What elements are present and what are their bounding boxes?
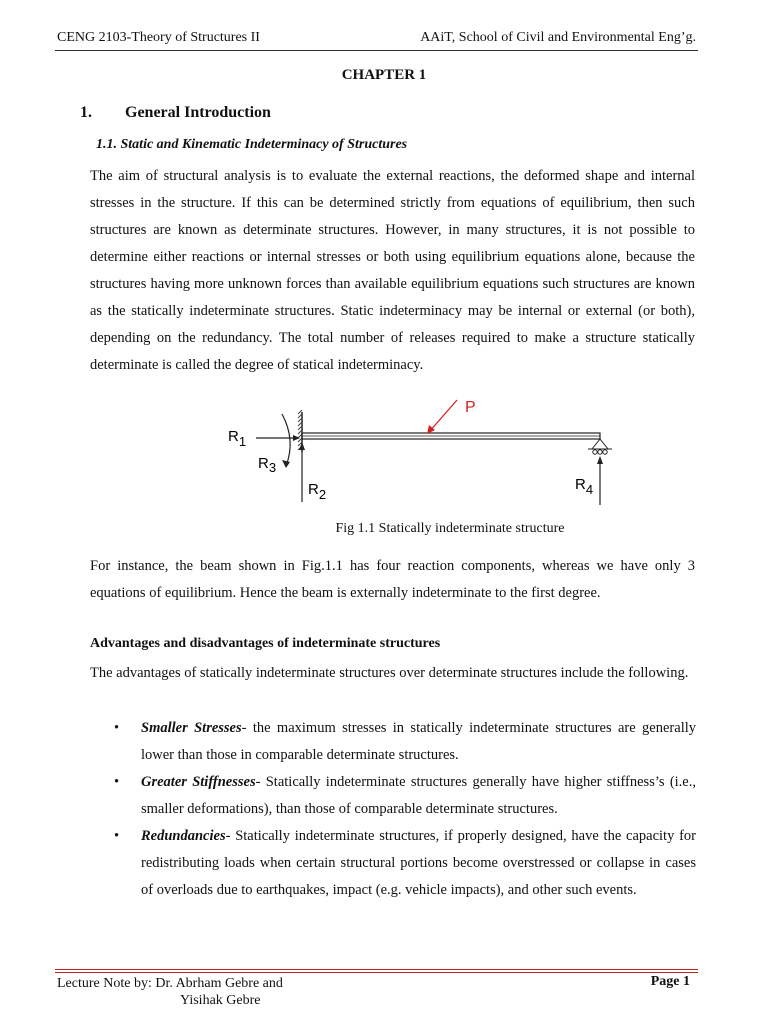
r3-arrowhead bbox=[282, 460, 290, 468]
r3-moment-arc bbox=[282, 414, 290, 466]
footer-lecture-note: Lecture Note by: Dr. Abrham Gebre and bbox=[57, 976, 283, 991]
header-institution: AAiT, School of Civil and Environmental Eng’g. bbox=[420, 30, 696, 45]
chapter-title: CHAPTER 1 bbox=[341, 67, 427, 83]
roller-wheel bbox=[603, 450, 607, 454]
bullet-term: Greater Stiffnesses bbox=[141, 774, 256, 790]
bullet-text: - the maximum stresses in statically indeterminate structures are generally lower than those in comparable determinate structures. bbox=[141, 720, 696, 763]
footer-second-author: Yisihak Gebre bbox=[180, 993, 261, 1008]
list-item bbox=[114, 769, 696, 823]
r4-label: R4 bbox=[575, 476, 594, 497]
bullet-text: - Statically indeterminate structures, if properly designed, have the capacity for redistributing loads when certain structural portions become overstressed or collapse in cases of overloads due to earthquakes, impact (e.g. vehicle impacts), and other such events. bbox=[141, 828, 696, 898]
r2-arrowhead bbox=[299, 442, 305, 450]
section-title: General Introduction bbox=[125, 104, 271, 121]
roller-wheel bbox=[593, 450, 597, 454]
advantages-heading: Advantages and disadvantages of indeterminate structures bbox=[90, 636, 441, 651]
footer-divider bbox=[55, 972, 698, 973]
roller-support bbox=[592, 439, 608, 449]
bullet-text: - Statically indeterminate structures generally have higher stiffness’s (i.e., smaller deformations), than those of comparable determinate structures. bbox=[141, 774, 696, 817]
list-item bbox=[114, 715, 696, 769]
bullet-icon: • bbox=[114, 720, 120, 736]
bullet-term: Smaller Stresses bbox=[141, 720, 242, 736]
r1-arrowhead bbox=[293, 435, 300, 441]
page-number: Page 1 bbox=[650, 974, 690, 989]
beam-figure bbox=[220, 390, 640, 515]
advantages-intro-paragraph: The advantages of statically indeterminate structures over determinate structures include the following. bbox=[90, 665, 689, 681]
figure-caption: Fig 1.1 Statically indeterminate structure bbox=[335, 521, 565, 536]
r4-arrowhead bbox=[597, 456, 603, 464]
bullet-icon: • bbox=[114, 774, 120, 790]
footer-divider bbox=[55, 969, 698, 970]
roller-wheel bbox=[598, 450, 602, 454]
r1-label: R1 bbox=[228, 428, 247, 449]
bullet-icon: • bbox=[114, 828, 120, 844]
subsection-title: 1.1. Static and Kinematic Indeterminacy of Structures bbox=[96, 137, 408, 152]
instance-paragraph: For instance, the beam shown in Fig.1.1 has four reaction components, whereas we have only 3 equations of equilibrium. Hence the beam is externally indeterminate to the first degree. bbox=[90, 558, 695, 601]
section-number: 1. bbox=[80, 104, 92, 121]
advantages-list bbox=[114, 715, 696, 904]
load-p-label: P bbox=[465, 399, 476, 416]
r2-label: R2 bbox=[308, 481, 327, 502]
list-item bbox=[114, 823, 696, 904]
bullet-term: Redundancies bbox=[141, 828, 226, 844]
header-divider bbox=[55, 50, 698, 51]
header-course: CENG 2103-Theory of Structures II bbox=[57, 30, 260, 45]
load-p-arrow bbox=[429, 400, 457, 432]
r3-label: R3 bbox=[258, 455, 277, 475]
intro-paragraph: The aim of structural analysis is to evaluate the external reactions, the deformed shape and internal stresses in the structure. If this can be determined strictly from equations of equilibrium, then such structures are known as determinate structures. However, in many structures, it is not possible to determine either reactions or internal stresses or both using equilibrium equations alone, because the structures having more unknown forces than available equilibrium equations such structures are known as the statically indeterminate structures. Static indeterminacy may be internal or external (or both), depending on the redundancy. The total number of releases required to make a structure statically determinate is called the degree of statical indeterminacy. bbox=[90, 168, 695, 373]
